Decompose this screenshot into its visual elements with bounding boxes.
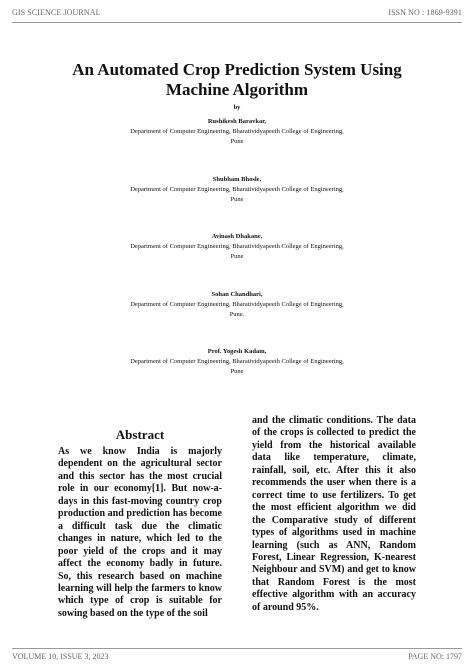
issn-number: ISSN NO : 1869-9391 — [388, 8, 462, 17]
abstract-right-column: and the climatic conditions. The data of the crops is collected to predict the yield from the historical available data like temperature, climate, rainfall, soil, etc. After this it also recommends the user when there is a correct time to use fertilizers. To get the most efficient algorithm we did the Comparative study of different types of algorithms used in machine learning (such as ANN, Random Forest, Linear Regression, K-nearest Neighbour and SVM) and get to know that Random Forest is the most effective algorithm with an accuracy of around 95%. — [252, 415, 416, 613]
header-divider — [12, 22, 462, 23]
author-block — [60, 231, 414, 262]
author-city: Pune. — [229, 311, 245, 318]
author-department: Department of Computer Engineering, Bharatividyapeeth College of Engineering, — [130, 186, 344, 193]
volume-issue: VOLUME 10, ISSUE 3, 2023 — [12, 652, 109, 661]
journal-name: GIS SCIENCE JOURNAL — [12, 8, 101, 17]
author-department: Department of Computer Engineering, Bharatividyapeeth College of Engineering, — [130, 128, 344, 135]
author-name: Shubham Bhosle, — [212, 176, 262, 183]
author-block — [60, 116, 414, 147]
author-city: Pune — [230, 253, 244, 260]
author-name: Avinash Dhakane, — [211, 233, 263, 240]
author-department: Department of Computer Engineering, Bharatividyapeeth College of Engineering, — [130, 243, 344, 250]
author-department: Department of Computer Engineering, Bharatividyapeeth College of Engineering, — [130, 358, 344, 365]
author-name: Sohan Chandhari, — [211, 291, 263, 298]
page-number: PAGE NO: 1797 — [408, 652, 462, 661]
author-name: Prof. Yogesh Kadam, — [207, 348, 267, 355]
author-block — [60, 174, 414, 205]
author-city: Pune — [230, 368, 244, 375]
author-block — [60, 289, 414, 320]
abstract-left-column: As we know India is majorly dependent on the agricultural sector and this sector has the most crucial role in our economy[1]. But now-a-days in this fast-moving country crop production and prediction has become a difficult task due the climatic changes in nature, which led to the poor yield of the crops and it may affect the economy badly in future. So, this research based on machine learning will help the farmers to know which type of crop is suitable for sowing based on the type of the soil — [58, 446, 222, 619]
author-block — [60, 346, 414, 377]
author-name: Rushikesh Baravkar, — [207, 118, 267, 125]
footer-divider — [12, 648, 462, 649]
abstract-heading: Abstract — [115, 427, 165, 442]
by-line: by — [233, 104, 241, 111]
author-department: Department of Computer Engineering, Bharatividyapeeth College of Engineering, — [130, 301, 344, 308]
paper-title: An Automated Crop Prediction System Using Machine Algorithm — [72, 60, 402, 99]
author-city: Pune — [230, 196, 244, 203]
author-city: Pune — [230, 138, 244, 145]
